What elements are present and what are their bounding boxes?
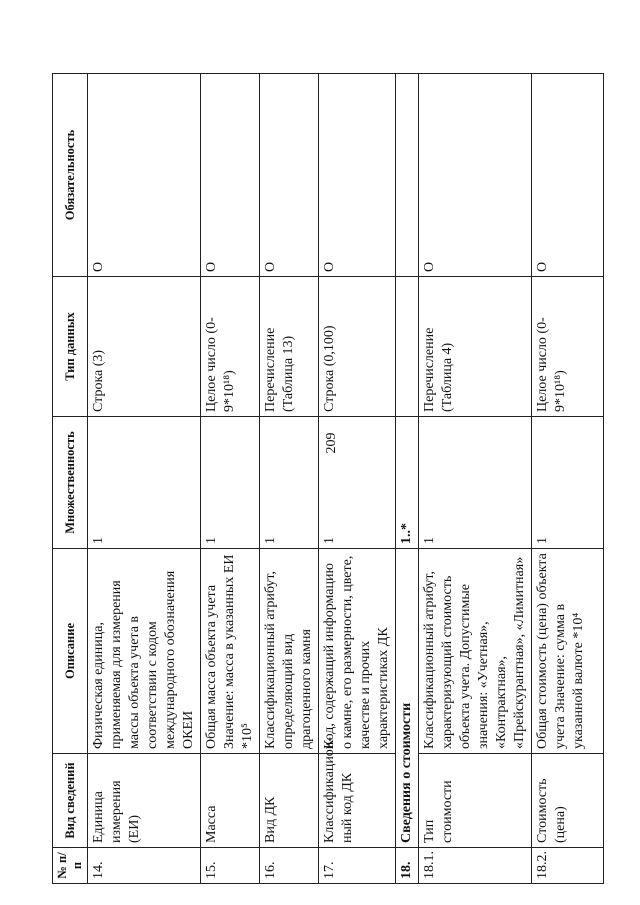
section-mult: 1..* [396,417,419,549]
row-mult: 1 [260,417,319,549]
row-type: Целое число (0-9*10¹⁸) [532,277,604,417]
table-row [260,74,319,884]
table-row [88,74,201,884]
header-desc: Описание [53,549,88,754]
row-req: O [260,74,319,277]
section-num: 18. [396,848,419,884]
section-row [396,74,419,884]
row-type: Целое число (0-9*10¹⁸) [201,277,260,417]
row-type: Строка (3) [88,277,201,417]
header-type: Тип данных [53,277,88,417]
row-mult: 1 [532,417,604,549]
row-req: O [201,74,260,277]
row-req: O [319,74,396,277]
row-num: 14. [88,848,201,884]
row-kind: Тип стоимости [419,754,532,848]
row-req: O [532,74,604,277]
row-kind: Единица измерения (ЕИ) [88,754,201,848]
table-row [532,74,604,884]
row-type: Перечисление (Таблица 4) [419,277,532,417]
header-req: Обязательность [53,74,88,277]
row-mult: 1 [201,417,260,549]
header-kind: Вид сведений [53,754,88,848]
section-label: Сведения о стоимости [396,549,419,848]
page-number: 209 [324,432,339,454]
header-mult: Множественность [53,417,88,549]
row-num: 17. [319,848,396,884]
row-kind: Масса [201,754,260,848]
row-desc: Физическая единица, применяемая для измерения массы объекта учета в соответствии с кодом международного обозначения ОКЕИ [88,549,201,754]
table-row [201,74,260,884]
row-type: Перечисление (Таблица 13) [260,277,319,417]
row-desc: Общая масса объекта учета Значение: масса в указанных ЕИ *10⁵ [201,549,260,754]
row-mult: 1 [419,417,532,549]
row-mult: 1 [88,417,201,549]
section-type [396,277,419,417]
row-num: 15. [201,848,260,884]
row-desc: Классификационный атрибут, определяющий вид драгоценного камня [260,549,319,754]
row-req: O [419,74,532,277]
row-mult: 1 [319,417,396,549]
row-desc: Общая стоимость (цена) объекта учета Значение: сумма в указанной валюте *10⁴ [532,549,604,754]
row-kind: Классификацион-ный код ДК [319,754,396,848]
row-desc: Классификационный атрибут, характеризующий стоимость объекта учета. Допустимые значения: «Учетная», «Контрактная», «Прейскурантная», «Лимитная» [419,549,532,754]
table-header-row [53,74,88,884]
row-num: 18.2. [532,848,604,884]
table-row [319,74,396,884]
data-table [52,74,586,884]
row-num: 16. [260,848,319,884]
row-req: O [88,74,201,277]
row-num: 18.1. [419,848,532,884]
row-type: Строка (0,100) [319,277,396,417]
section-req [396,74,419,277]
header-num: № п/п [53,848,88,884]
row-kind: Вид ДК [260,754,319,848]
row-kind: Стоимость (цена) [532,754,604,848]
row-desc: Код, содержащий информацию о камне, его размерности, цвете, качестве и прочих характеристиках ДК [319,549,396,754]
table-row [419,74,532,884]
